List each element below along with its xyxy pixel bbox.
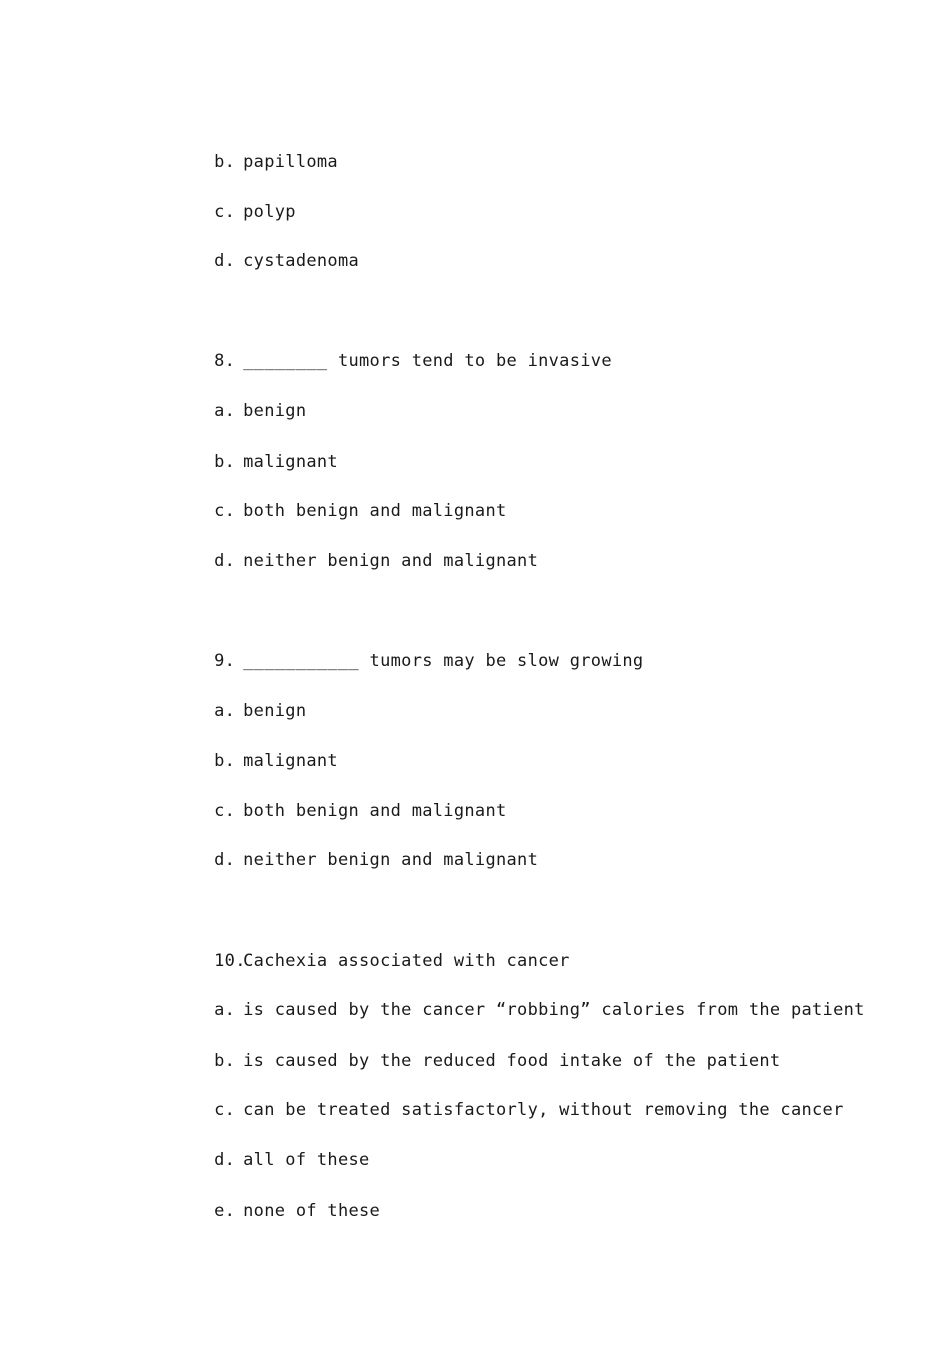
question-number: 10. (214, 951, 246, 971)
option-text: is caused by the reduced food intake of the patient (243, 1051, 781, 1071)
option-text: malignant (243, 452, 338, 472)
option-letter: c. (214, 501, 236, 521)
option-letter: c. (214, 202, 236, 222)
option-text: neither benign and malignant (243, 551, 539, 571)
option-text: cystadenoma (243, 251, 360, 271)
option-text: papilloma (243, 152, 338, 172)
option-text: benign (243, 701, 307, 721)
option-text: both benign and malignant (243, 501, 507, 521)
option-letter: d. (214, 1150, 236, 1170)
option-letter: a. (214, 1000, 236, 1020)
question-number: 9. (214, 651, 236, 671)
question-text: ___________ tumors may be slow growing (243, 651, 644, 671)
option-d (172, 231, 359, 291)
q10-option-e (172, 1181, 380, 1241)
q8-option-d (172, 531, 538, 591)
option-letter: a. (214, 701, 236, 721)
question-text: ________ tumors tend to be invasive (243, 351, 612, 371)
option-text: benign (243, 401, 307, 421)
option-letter: d. (214, 551, 236, 571)
option-letter: b. (214, 152, 236, 172)
option-letter: b. (214, 751, 236, 771)
option-letter: d. (214, 251, 236, 271)
question-text: Cachexia associated with cancer (243, 951, 570, 971)
option-text: neither benign and malignant (243, 850, 539, 870)
option-letter: c. (214, 801, 236, 821)
option-letter: a. (214, 401, 236, 421)
option-letter: b. (214, 452, 236, 472)
option-text: malignant (243, 751, 338, 771)
question-number: 8. (214, 351, 236, 371)
option-letter: b. (214, 1051, 236, 1071)
option-letter: d. (214, 850, 236, 870)
option-letter: c. (214, 1100, 236, 1120)
option-text: can be treated satisfactorly, without removing the cancer (243, 1100, 844, 1120)
option-text: both benign and malignant (243, 801, 507, 821)
option-text: is caused by the cancer “robbing” calories from the patient (243, 1000, 865, 1020)
option-text: all of these (243, 1150, 370, 1170)
option-text: none of these (243, 1201, 381, 1221)
option-letter: e. (214, 1201, 236, 1221)
q9-option-d (172, 830, 538, 890)
option-text: polyp (243, 202, 296, 222)
